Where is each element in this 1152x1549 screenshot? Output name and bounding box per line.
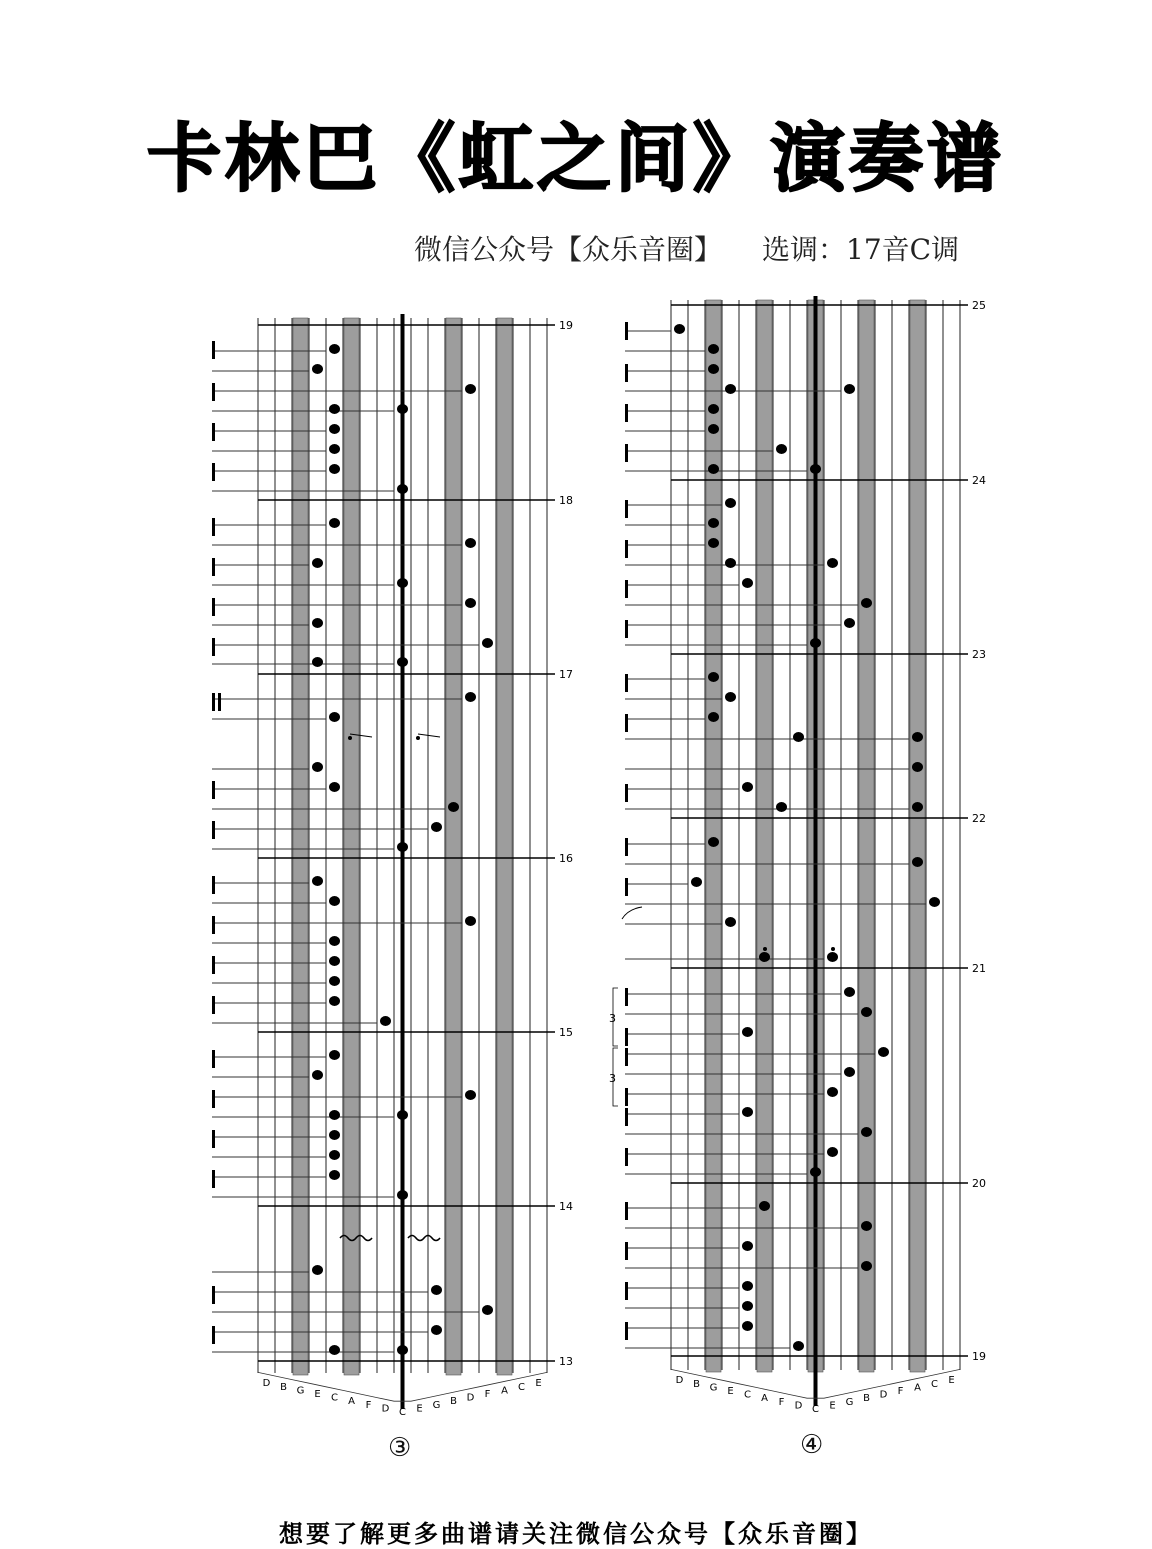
note-dot	[312, 657, 323, 667]
note-dot	[312, 558, 323, 568]
note-dot	[329, 404, 340, 414]
rhythm-stem	[212, 821, 215, 839]
note-dot	[827, 1147, 838, 1157]
measure-number: 15	[559, 1026, 573, 1039]
note-dot	[827, 1087, 838, 1097]
measure-number: 21	[972, 962, 986, 975]
note-dot	[861, 1221, 872, 1231]
rhythm-stem	[212, 1050, 215, 1068]
rhythm-stem	[625, 1242, 628, 1260]
tine-label: E	[314, 1389, 321, 1400]
note-dot	[329, 712, 340, 722]
note-dot	[329, 996, 340, 1006]
note-dot	[397, 842, 408, 852]
note-dot	[397, 1110, 408, 1120]
note-dot	[329, 444, 340, 454]
subtitle	[414, 228, 959, 268]
measure-number: 13	[559, 1355, 573, 1368]
note-dot	[776, 802, 787, 812]
rhythm-stem	[212, 1130, 215, 1148]
footer-note: 想要了解更多曲谱请关注微信公众号【众乐音圈】	[279, 1520, 873, 1548]
note-dot	[708, 404, 719, 414]
note-dot	[397, 1345, 408, 1355]
note-dot	[725, 692, 736, 702]
rhythm-stem	[212, 598, 215, 616]
rhythm-stem	[625, 444, 628, 462]
note-dot	[708, 837, 719, 847]
rhythm-stem	[625, 1202, 628, 1220]
tine-label: A	[914, 1382, 921, 1394]
rhythm-stem	[625, 1108, 628, 1126]
measure-number: 25	[972, 299, 986, 312]
note-dot	[431, 822, 442, 832]
tine-grey	[859, 300, 874, 1372]
rhythm-stem	[212, 781, 215, 799]
tine-grey	[344, 318, 359, 1375]
tine-label: C	[331, 1392, 338, 1404]
tine-label: G	[845, 1396, 854, 1408]
note-dot	[465, 384, 476, 394]
panel-number-4: ④	[800, 1430, 824, 1460]
rhythm-stem	[625, 500, 628, 518]
rhythm-stem	[625, 404, 628, 422]
note-dot	[861, 1007, 872, 1017]
tab-staff-3	[200, 300, 600, 1430]
note-dot	[844, 618, 855, 628]
note-dot	[742, 1281, 753, 1291]
tine-label: B	[280, 1381, 287, 1393]
rhythm-stem	[625, 878, 628, 896]
measure-number: 24	[972, 474, 986, 487]
account-name: 微信公众号【众乐音圈】	[414, 233, 723, 266]
note-dot	[708, 672, 719, 682]
note-dot	[329, 896, 340, 906]
tine-label: B	[863, 1393, 870, 1405]
rhythm-stem	[212, 463, 215, 481]
rhythm-stem	[625, 540, 628, 558]
tine-label: D	[466, 1392, 475, 1404]
note-dot	[465, 1090, 476, 1100]
tine-grey	[497, 318, 512, 1375]
tine-label: A	[761, 1393, 768, 1405]
note-dot	[810, 464, 821, 474]
rhythm-stem	[625, 988, 628, 1006]
tine-grey	[910, 300, 925, 1372]
tine-label: C	[931, 1378, 938, 1390]
note-dot	[742, 1241, 753, 1251]
note-dot	[329, 1130, 340, 1140]
note-dot	[329, 1050, 340, 1060]
note-dot	[482, 638, 493, 648]
note-dot	[861, 1127, 872, 1137]
measure-number: 19	[972, 1350, 986, 1363]
rhythm-stem	[625, 1322, 628, 1340]
note-dot	[827, 952, 838, 962]
note-dot	[759, 1201, 770, 1211]
note-dot	[742, 1321, 753, 1331]
note-dot	[844, 987, 855, 997]
tine-label: E	[829, 1400, 836, 1412]
tine-label: E	[416, 1403, 423, 1415]
note-dot	[708, 364, 719, 374]
rhythm-stem	[625, 1148, 628, 1166]
note-dot	[329, 518, 340, 528]
note-dot	[708, 538, 719, 548]
note-dot	[329, 936, 340, 946]
measure-number: 18	[559, 494, 573, 507]
note-dot	[742, 1027, 753, 1037]
note-dot	[708, 464, 719, 474]
tine-grey	[706, 300, 721, 1372]
rhythm-stem	[212, 423, 215, 441]
note-dot	[725, 384, 736, 394]
note-dot	[725, 498, 736, 508]
tine-label: E	[727, 1386, 734, 1397]
tine-label: D	[794, 1400, 803, 1412]
note-dot	[329, 1345, 340, 1355]
tine-label: B	[693, 1378, 700, 1390]
note-dot	[465, 598, 476, 608]
panel-number-3: ③	[388, 1433, 412, 1463]
rhythm-stem	[212, 996, 215, 1014]
double-stem	[212, 693, 215, 711]
rhythm-stem	[212, 876, 215, 894]
note-dot	[793, 732, 804, 742]
note-dot	[329, 782, 340, 792]
note-dot	[312, 1265, 323, 1275]
note-dot	[725, 917, 736, 927]
staccato-dot	[763, 947, 767, 951]
page-title: 卡林巴《虹之间》演奏谱	[147, 116, 1005, 202]
note-dot	[312, 618, 323, 628]
note-dot	[329, 464, 340, 474]
rhythm-stem	[212, 341, 215, 359]
rhythm-stem	[212, 916, 215, 934]
note-dot	[482, 1305, 493, 1315]
rhythm-stem	[212, 518, 215, 536]
rhythm-stem	[625, 1282, 628, 1300]
note-dot	[878, 1047, 889, 1057]
note-dot	[397, 578, 408, 588]
note-dot	[397, 404, 408, 414]
tine-label: G	[709, 1382, 718, 1394]
note-dot	[312, 876, 323, 886]
note-dot	[397, 657, 408, 667]
note-dot	[312, 364, 323, 374]
tine-label: G	[296, 1385, 305, 1397]
tine-label: C	[812, 1404, 819, 1415]
note-dot	[912, 802, 923, 812]
rhythm-stem	[625, 714, 628, 732]
rhythm-stem	[625, 580, 628, 598]
tine-label: F	[778, 1396, 785, 1408]
rhythm-stem	[212, 1286, 215, 1304]
note-dot	[691, 877, 702, 887]
tine-label: F	[484, 1389, 491, 1400]
note-dot	[329, 1110, 340, 1120]
measure-number: 17	[559, 668, 573, 681]
note-dot	[329, 1150, 340, 1160]
note-dot	[742, 782, 753, 792]
rhythm-stem	[625, 620, 628, 638]
key-selection: 选调：17音C调	[762, 233, 960, 266]
measure-number: 23	[972, 648, 986, 661]
note-dot	[465, 916, 476, 926]
slur-mark	[622, 907, 642, 919]
rhythm-stem	[625, 1088, 628, 1106]
note-dot	[759, 952, 770, 962]
note-dot	[329, 1170, 340, 1180]
tine-label: D	[675, 1375, 684, 1387]
note-dot	[912, 732, 923, 742]
tine-label: D	[262, 1378, 271, 1390]
note-dot	[708, 712, 719, 722]
note-dot	[397, 484, 408, 494]
tine-label: C	[518, 1381, 525, 1393]
rhythm-stem	[212, 638, 215, 656]
note-dot	[380, 1016, 391, 1026]
note-dot	[725, 558, 736, 568]
note-dot	[912, 762, 923, 772]
rhythm-stem	[625, 1048, 628, 1066]
note-dot	[810, 638, 821, 648]
note-dot	[742, 1107, 753, 1117]
tine-label: A	[501, 1385, 508, 1397]
note-dot	[329, 424, 340, 434]
note-dot	[827, 558, 838, 568]
note-dot	[431, 1325, 442, 1335]
note-dot	[397, 1190, 408, 1200]
note-dot	[312, 1070, 323, 1080]
note-dot	[844, 384, 855, 394]
rhythm-stem	[625, 364, 628, 382]
tine-label: F	[365, 1399, 372, 1411]
note-dot	[810, 1167, 821, 1177]
rhythm-stem	[212, 558, 215, 576]
note-dot	[708, 518, 719, 528]
rhythm-stem	[625, 1028, 628, 1046]
rhythm-stem	[625, 674, 628, 692]
note-dot	[844, 1067, 855, 1077]
note-dot	[742, 1301, 753, 1311]
grace-dot	[416, 736, 420, 740]
measure-number: 14	[559, 1200, 573, 1213]
grace-tie	[418, 734, 440, 737]
note-dot	[329, 976, 340, 986]
note-dot	[312, 762, 323, 772]
tine-label: C	[744, 1389, 751, 1401]
rhythm-stem	[212, 956, 215, 974]
note-dot	[793, 1341, 804, 1351]
note-dot	[465, 692, 476, 702]
note-dot	[674, 324, 685, 334]
grace-dot	[348, 736, 352, 740]
tremolo-wave	[408, 1236, 440, 1241]
tuplet-label: 3	[609, 1012, 616, 1025]
rhythm-stem	[212, 383, 215, 401]
tine-label: B	[450, 1396, 457, 1408]
note-dot	[708, 424, 719, 434]
tine-label: D	[381, 1403, 390, 1415]
rhythm-stem	[625, 322, 628, 340]
rhythm-stem	[212, 1090, 215, 1108]
staccato-dot	[831, 947, 835, 951]
tine-label: D	[879, 1389, 888, 1401]
measure-number: 19	[559, 319, 573, 332]
rhythm-stem	[625, 784, 628, 802]
rhythm-stem	[212, 1170, 215, 1188]
note-dot	[329, 344, 340, 354]
note-dot	[861, 598, 872, 608]
rhythm-stem	[212, 1326, 215, 1344]
tine-label: C	[399, 1407, 406, 1418]
tine-label: G	[432, 1399, 441, 1411]
tine-label: E	[948, 1375, 955, 1387]
tine-grey	[293, 318, 308, 1375]
tab-staff-4	[605, 290, 1005, 1430]
rhythm-stem	[625, 838, 628, 856]
tine-label: F	[897, 1386, 904, 1397]
note-dot	[431, 1285, 442, 1295]
tine-grey	[446, 318, 461, 1375]
note-dot	[776, 444, 787, 454]
note-dot	[448, 802, 459, 812]
note-dot	[708, 344, 719, 354]
note-dot	[329, 956, 340, 966]
measure-number: 20	[972, 1177, 986, 1190]
tine-label: E	[535, 1378, 542, 1390]
measure-number: 16	[559, 852, 573, 865]
double-stem	[218, 693, 221, 711]
note-dot	[742, 578, 753, 588]
tine-grey	[757, 300, 772, 1372]
measure-number: 22	[972, 812, 986, 825]
note-dot	[929, 897, 940, 907]
tine-label: A	[348, 1396, 355, 1408]
note-dot	[912, 857, 923, 867]
note-dot	[861, 1261, 872, 1271]
tuplet-label: 3	[609, 1072, 616, 1085]
note-dot	[465, 538, 476, 548]
